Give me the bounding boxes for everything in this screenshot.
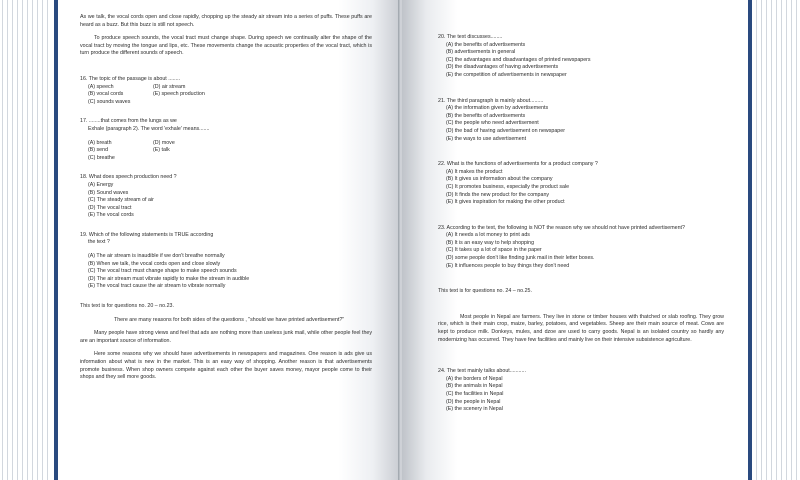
question-21: [438, 98, 724, 144]
option: (E) The vocal cords: [88, 212, 134, 219]
question-stem: Exhale (paragraph 2). The word 'exhale' means.......: [88, 125, 210, 132]
option: (D) move: [153, 139, 175, 146]
option-row: [80, 84, 210, 92]
question-22: [438, 161, 724, 207]
question-stem: the text ?: [88, 239, 110, 246]
option: (C) the facilities in Nepal: [446, 391, 504, 397]
right-page-stack: [754, 0, 800, 480]
option: (C) The vocal tract must change shape to make speech sounds: [88, 268, 237, 275]
question-20: [438, 34, 724, 80]
option: (B) advertisements in general: [446, 49, 516, 56]
option: (E) It gives inspiration for making the other product: [446, 199, 565, 206]
question-19: [80, 232, 372, 291]
question-18: [80, 174, 372, 220]
paragraph: To produce speech sounds, the vocal tract must change shape. During speech we continually alter the shape of the vocal tract by moving the tongue and lips, etc. These movements change the acoustic properties of the vocal tract, which is turn produce the different sounds of speech.: [80, 35, 372, 57]
left-page[interactable]: [54, 0, 400, 480]
question-24: [438, 368, 724, 414]
question-stem: 20. The text discusses........: [438, 34, 503, 40]
option: (C) breathe: [88, 154, 115, 161]
option: (B) When we talk, the vocal cords open and close slowly: [88, 260, 221, 267]
option: (E) talk: [153, 147, 170, 154]
option: (C) It promotes business, especially the product sale: [446, 183, 570, 190]
option: (B) the animals in Nepal: [446, 383, 503, 390]
option: (D) the people in Nepal: [446, 398, 501, 405]
option: (A) the borders of Nepal: [446, 375, 503, 382]
left-page-stack: [0, 0, 48, 480]
option: (D) The vocal tract: [88, 204, 132, 211]
option: (B) send: [88, 147, 109, 154]
question-stem: 16. The topic of the passage is about ........: [80, 75, 181, 82]
option: (D) the disadvantages of having advertisements: [446, 64, 559, 71]
question-stem: 23. According to the text, the following is NOT the reason why we should not have printed advertisement?: [438, 224, 685, 231]
question-stem: 24. The text mainly talks about...........: [438, 368, 526, 375]
option: (D) air stream: [153, 83, 186, 90]
option: (A) speech: [88, 83, 114, 90]
option-row: [80, 140, 210, 148]
question-stem: 19. Which of the following statements is TRUE according: [80, 231, 214, 238]
option: (A) breath: [88, 139, 112, 146]
question-stem: 18. What does speech production need ?: [80, 174, 177, 181]
option: (D) It finds the new product for the company: [446, 191, 550, 198]
option: (E) the scenery in Nepal: [446, 406, 503, 413]
option: (E) The vocal tract cause the air stream to vibrate normally: [88, 283, 226, 290]
option: (C) the people who need advertisement: [446, 120, 539, 127]
option: (E) the competition of advertisements in newspaper: [446, 71, 567, 78]
option: (B) It gives us information about the company: [446, 176, 553, 183]
left-page-content: [80, 0, 372, 382]
paragraph: As we talk, the vocal cords open and close rapidly, chopping up the steady air stream into a series of puffs. These puffs are heard as a buzz. But this buzz is still not speech.: [80, 14, 372, 28]
question-stem: 17. ........that comes from the lungs as we: [80, 118, 177, 125]
option: (B) Sound waves: [88, 189, 129, 196]
option: (E) speech production: [153, 91, 205, 98]
option-row: [80, 147, 210, 155]
option: (C) sounds waves: [88, 98, 131, 105]
option: (A) It makes the product: [446, 168, 503, 175]
option: (B) the benefits of advertisements: [446, 112, 526, 119]
option: (A) the information given by advertisements: [446, 105, 549, 112]
text-intro: This text is for questions no. 20 – no.23.: [80, 303, 174, 310]
question-stem: 22. What is the functions of advertisements for a product company ?: [438, 161, 598, 168]
option: (E) It influences people to buy things they don't need: [446, 262, 570, 269]
paragraph: There are many reasons for both sides of the questions , "should we have printed advertisement?": [114, 316, 345, 323]
option: (A) Energy: [88, 181, 114, 188]
option: (D) The air stream must vibrate rapidly to make the stream in audible: [88, 275, 250, 282]
option: (B) vocal cords: [88, 91, 124, 98]
option: (C) The steady stream of air: [88, 197, 154, 204]
paragraph: Many people have strong views and feel that ads are nothing more than useless junk mail, while other people feel they are an important source of information.: [80, 330, 372, 344]
option: (A) the benefits of advertisements: [446, 41, 526, 48]
question-16: [80, 76, 372, 106]
option: (C) the advantages and disadvantages of printed newspapers: [446, 56, 591, 63]
right-page[interactable]: [402, 0, 752, 480]
text-intro: This text is for questions no. 24 – no.25.: [438, 288, 532, 295]
paragraph: Most people in Nepal are farmers. They live in stone or timber houses with thatched or slab roofing. They grow rice, which is their main crop, maize, barley, potatoes, and vegetables. Sheep are their main source of meat. Cows are kept to produce milk. Donkeys, mules, and dzoe are used to carry goods. Nepal is an isolated country so hardly any modernizing has occurred. They have few facilities and mainly live on their intensive subsistence agriculture.: [438, 313, 724, 343]
question-stem: 21. The third paragraph is mainly about.........: [438, 97, 544, 104]
option: (D) some people don't like finding junk mail in their letter boxes.: [446, 255, 595, 262]
question-17: [80, 118, 372, 162]
paragraph: Here some reasons why we should have advertisements in newspapers and magazines. One reason is ads give us information about what is new in the market. This is an easy way of shopping. Another reason is that advertisements promote business. When shop owners compete against each other the buyer saves money, mayor people come to their shops and they sell more goods.: [80, 351, 372, 381]
option: (D) the bad of having advertisement on newspaper: [446, 127, 565, 134]
option: (E) the ways to use advertisement: [446, 135, 527, 142]
right-page-content: [438, 0, 724, 414]
option: (B) It is an easy way to help shopping: [446, 239, 535, 246]
option: (A) The air stream is inaudible if we don't breathe normally: [88, 253, 225, 260]
option: (C) It takes up a lot of space in the paper: [446, 247, 542, 254]
option-row: [80, 91, 210, 99]
option: (A) It needs a lot money to print ads: [446, 232, 530, 239]
question-23: [438, 225, 724, 271]
